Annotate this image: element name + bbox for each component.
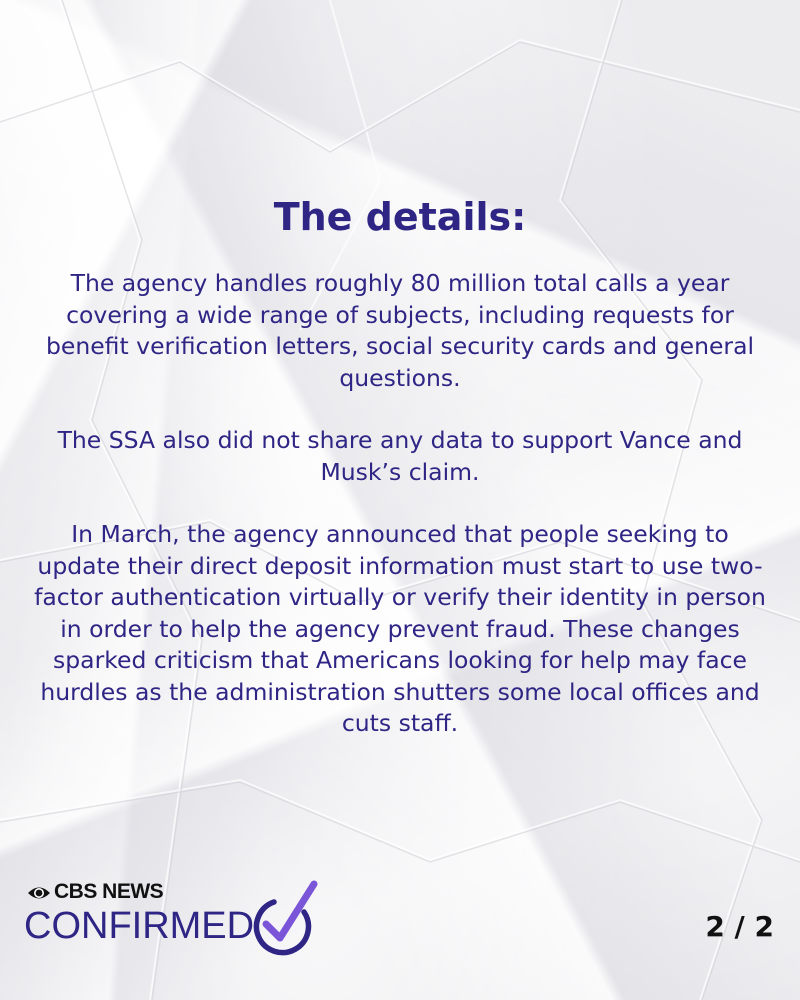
details-content [30,190,770,740]
paragraph-march-changes: In March, the agency announced that people seeking to update their direct deposit information must start to use two-factor authentication virtually or verify their identity in person in order to help the agency prevent fraud. These changes sparked criticism that Americans looking for help may face hurdles as the administration shutters some local offices and cuts staff. [34,520,766,737]
logo-confirmed-text: CONFIRMED [24,905,255,947]
logo-cbs-news-text: CBS NEWS [54,880,164,903]
cbs-eye-icon [27,885,51,901]
page-title: The details: [273,195,527,239]
paragraph-no-data: The SSA also did not share any data to support Vance and Musk’s claim. [57,426,743,486]
page-indicator: 2 / 2 [705,910,774,943]
paragraph-calls: The agency handles roughly 80 million total calls a year covering a wide range of subjects, including requests for benefit verification letters, social security cards and general questions. [45,269,755,392]
cbs-news-confirmed-logo [24,878,324,968]
checkmark-icon [244,878,322,956]
